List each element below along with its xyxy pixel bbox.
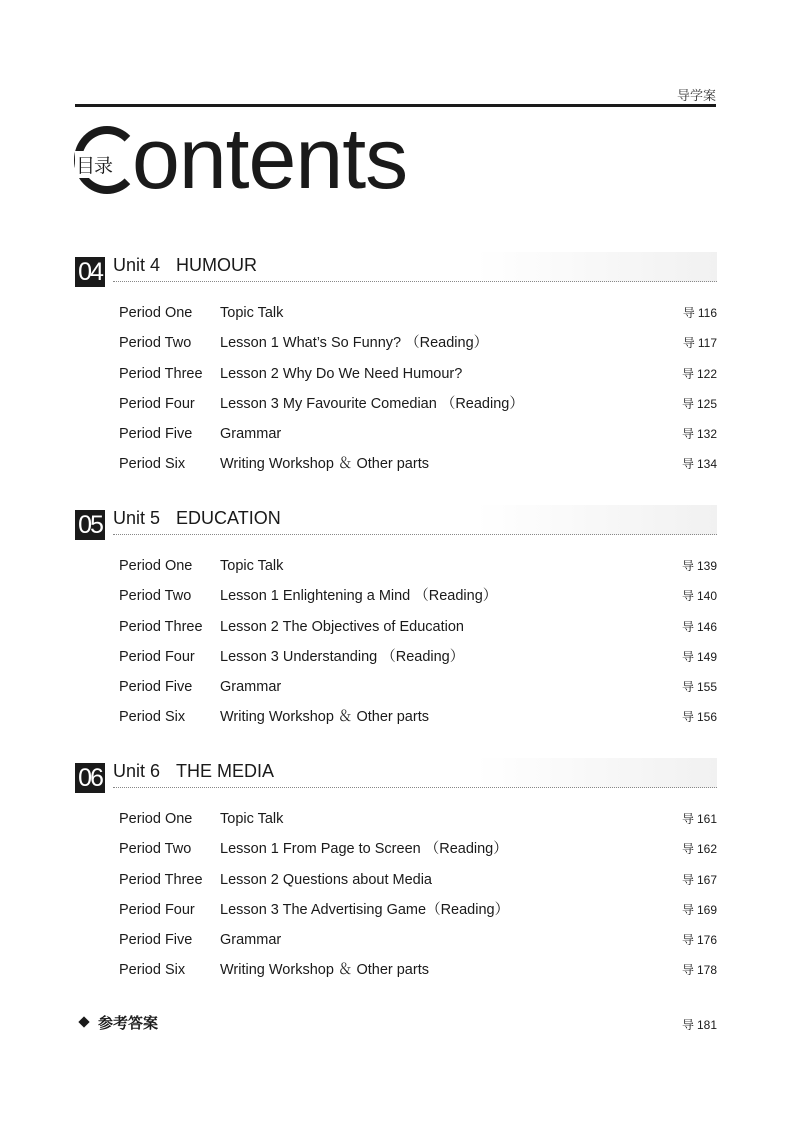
period-row[interactable] <box>75 612 717 642</box>
period-label: Period Six <box>119 456 186 473</box>
period-row[interactable] <box>75 581 717 611</box>
page-number: 导 146 <box>681 619 717 634</box>
page-number: 导 116 <box>682 306 717 320</box>
page-number: 导 140 <box>681 589 717 604</box>
page-prefix: 导 <box>681 812 694 826</box>
period-row[interactable] <box>75 389 717 419</box>
lesson-title: Lesson 3 The Advertising Game（Reading） <box>220 901 510 918</box>
period-label: Period Five <box>119 426 193 443</box>
period-label: Period Three <box>119 871 203 888</box>
page-number: 导 132 <box>681 427 717 442</box>
page-prefix: 导 <box>681 933 694 948</box>
unit-name: THE MEDIA <box>176 761 275 781</box>
page-number: 导 156 <box>681 710 717 725</box>
period-row[interactable] <box>75 865 717 895</box>
lesson-title: Grammar <box>220 679 282 696</box>
unit-title[interactable] <box>113 505 717 535</box>
answers-entry[interactable] <box>78 1012 717 1036</box>
page-prefix: 导 <box>681 457 694 472</box>
period-label: Period Three <box>119 618 203 635</box>
page-prefix: 导 <box>681 619 694 634</box>
unit-header <box>75 760 717 800</box>
lesson-title: Lesson 3 My Favourite Comedian （Reading） <box>220 395 524 412</box>
header-rule <box>75 104 716 107</box>
unit-title[interactable] <box>113 252 717 282</box>
period-label: Period Two <box>119 335 192 352</box>
page-prefix: 导 <box>681 902 694 917</box>
page-number: 导 155 <box>681 680 717 695</box>
period-row[interactable] <box>75 449 717 479</box>
period-row[interactable] <box>75 328 717 358</box>
page-prefix: 导 <box>681 872 694 887</box>
period-label: Period Four <box>119 901 195 918</box>
lesson-title: Topic Talk <box>220 558 284 574</box>
dotted-divider <box>113 787 717 788</box>
unit-name: EDUCATION <box>176 508 281 528</box>
page-prefix: 导 <box>681 589 694 604</box>
unit-number-badge: 06 <box>75 763 105 793</box>
page-number: 导 149 <box>681 649 717 664</box>
period-row[interactable] <box>75 298 717 328</box>
period-label: Period Six <box>119 709 186 726</box>
period-row[interactable] <box>75 551 717 581</box>
period-row[interactable] <box>75 702 717 732</box>
unit-header <box>75 254 717 294</box>
page-number: 导 169 <box>681 902 717 917</box>
period-row[interactable] <box>75 895 717 925</box>
page-number: 导 122 <box>681 366 717 381</box>
lesson-title: Topic Talk <box>220 305 284 321</box>
lesson-title: Lesson 2 Why Do We Need Humour? <box>220 365 463 382</box>
page-prefix: 导 <box>681 559 694 573</box>
unit-header <box>75 507 717 547</box>
unit-name: HUMOUR <box>176 255 258 275</box>
page-number: 导 134 <box>681 457 717 472</box>
period-label: Period Two <box>119 588 192 605</box>
page-number: 导 176 <box>681 933 717 948</box>
period-label: Period Three <box>119 365 203 382</box>
page-prefix: 导 <box>682 336 695 351</box>
unit-section-6 <box>75 760 717 986</box>
answers-page: 导 181 <box>681 1018 717 1032</box>
period-row[interactable] <box>75 672 717 702</box>
period-row[interactable] <box>75 359 717 389</box>
period-label: Period Four <box>119 648 195 665</box>
lesson-title: Lesson 1 Enlightening a Mind （Reading） <box>220 588 498 605</box>
period-row[interactable] <box>75 925 717 955</box>
page-number: 导 178 <box>681 963 717 978</box>
lesson-title: Writing Workshop ＆ Other parts <box>220 456 429 473</box>
title-cn: 目录 <box>75 151 113 178</box>
page-prefix: 导 <box>681 710 694 725</box>
period-label: Period One <box>119 558 193 574</box>
unit-label: Unit 6 <box>113 761 161 781</box>
diamond-bullet-icon <box>78 1016 89 1027</box>
period-row[interactable] <box>75 642 717 672</box>
period-label: Period Five <box>119 679 193 696</box>
page-number: 导 167 <box>681 872 717 887</box>
page-number: 导 161 <box>681 812 717 826</box>
page-prefix: 导 <box>681 963 694 978</box>
period-list <box>75 551 717 733</box>
lesson-title: Lesson 1 What’s So Funny? （Reading） <box>220 335 489 352</box>
dotted-divider <box>113 534 717 535</box>
unit-label: Unit 4 <box>113 255 161 275</box>
page-number: 导 125 <box>681 396 717 411</box>
contents-title <box>74 111 434 208</box>
unit-section-5 <box>75 507 717 733</box>
page-number: 导 117 <box>682 336 717 351</box>
period-label: Period Four <box>119 395 195 412</box>
period-label: Period Six <box>119 962 186 979</box>
unit-label: Unit 5 <box>113 508 161 528</box>
answers-label: 参考答案 <box>98 1014 159 1032</box>
period-label: Period Five <box>119 932 193 949</box>
page-prefix: 导 <box>681 680 694 695</box>
unit-number-badge: 05 <box>75 510 105 540</box>
period-row[interactable] <box>75 834 717 864</box>
period-row[interactable] <box>75 804 717 834</box>
lesson-title: Lesson 2 Questions about Media <box>220 871 432 888</box>
lesson-title: Writing Workshop ＆ Other parts <box>220 962 429 979</box>
period-list <box>75 804 717 986</box>
period-row[interactable] <box>75 419 717 449</box>
period-label: Period One <box>119 811 193 827</box>
header-label: 导学案 <box>676 89 716 104</box>
page-prefix: 导 <box>682 306 695 320</box>
page-prefix: 导 <box>681 842 694 857</box>
page-prefix: 导 <box>681 427 694 442</box>
unit-number-badge: 04 <box>75 257 105 287</box>
lesson-title: Writing Workshop ＆ Other parts <box>220 709 429 726</box>
lesson-title: Grammar <box>220 932 282 949</box>
page-number: 导 139 <box>681 559 717 573</box>
lesson-title: Lesson 1 From Page to Screen （Reading） <box>220 841 508 858</box>
page-prefix: 导 <box>681 649 694 664</box>
page-prefix: 导 <box>681 366 694 381</box>
title-en: ontents <box>132 111 408 207</box>
period-label: Period Two <box>119 841 192 858</box>
unit-section-4 <box>75 254 717 480</box>
period-row[interactable] <box>75 955 717 985</box>
period-label: Period One <box>119 305 193 321</box>
dotted-divider <box>113 281 717 282</box>
lesson-title: Topic Talk <box>220 811 284 827</box>
period-list <box>75 298 717 480</box>
page-prefix: 导 <box>681 396 694 411</box>
page-number: 导 162 <box>681 842 717 857</box>
lesson-title: Lesson 2 The Objectives of Education <box>220 618 464 635</box>
lesson-title: Lesson 3 Understanding （Reading） <box>220 648 465 665</box>
lesson-title: Grammar <box>220 426 282 443</box>
unit-title[interactable] <box>113 758 717 788</box>
